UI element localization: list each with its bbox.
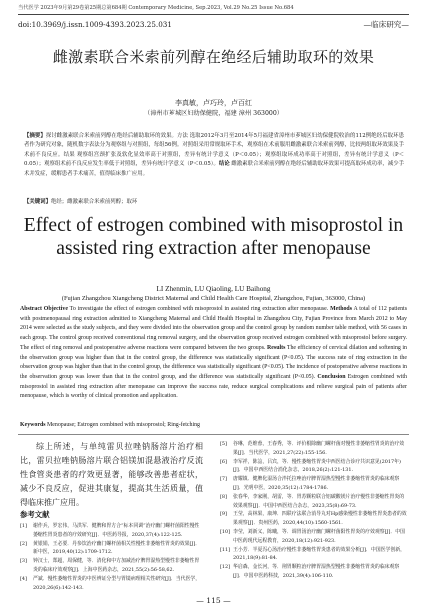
zh-conclusion-label: 结论 [218,161,230,168]
zh-abstract [24,132,404,179]
en-methods: A total of 112 patients with postmenopausal ring extraction admitted to Xiangcheng Maternal and Child Health Hospital in Zhangzhou City, Fujian Province from March 2012 to May 2014 were selected as the study subjects, and they were divided into the observation group and the control group by random number table method, with 56 cases in each group. The control group received conventional ring removal surgery, and the observation group received estrogen combined with misoprostol before surgery. The effect of ring removal and postoperative adverse reactions were compared between the two groups. [20,306,407,351]
running-header: 当代医学 2023年9月第29卷第25期总第684期 Contemporary Medicine, Sep.2023, Vol.29 No.25 Issue No.684 [18,5,294,11]
en-keywords-label: Keywords [20,422,46,428]
en-conclusion: Estrogen combined with misoprostol in assisted ring extraction after menopause can improve the success rate, reduce surgical complications and relieve surgical pain of patients after menopause, which is worthy of clinical promotion and application. [20,373,407,400]
zh-affiliation: （漳州市芗城区妇幼保健院，福建 漳州 363000） [144,110,283,117]
reference-item: [2] 黄银娟，王必要．丹参饮治疗幽门螺杆菌相关性慢性非萎缩性胃炎的效果[J]．新中医，2019,40(12):1709-1712. [20,540,201,556]
section-rule [18,434,409,435]
body-conclusion-paragraph: 综上所述，与单纯雷贝拉唑钠肠溶片治疗相比，雷贝拉唑钠肠溶片联合铝镁加混悬液治疗反流性食管炎患者的疗效更显著，能够改善患者症状，减少不良反应，促进其康复，提高其生活质量，值得临床推广应用。 [20,442,203,507]
zh-keywords [24,198,404,207]
references-heading: 参考文献 [20,510,50,519]
zh-authors: 李真敏，卢巧玲，卢百红 [175,99,252,107]
zh-title: 雌激素联合米索前列醇在绝经后辅助取环的效果 [52,48,375,66]
references-right-column [220,440,409,581]
en-results: The efficiency of cervical dilation and softening in the observation group was higher than that in the control group, the difference was statistically significant (P<0.05). The success rate of ring extraction in the observation group was higher than that in the control group, the difference was statistically significant (P<0.05). The incidence of postoperative adverse reactions in the observation group was lower than that in the control group, and the difference was statistically significant (P<0.05). [20,344,407,380]
en-methods-label: Methods [330,306,352,312]
reference-item: [12] 华启森，金长河，等．荆胃颗粒治疗脾胃湿热型慢性非萎缩性胃炎的临床观察[J]．中国中医药科技，2021,39(4):106-110. [220,564,400,579]
reference-item: [9] 王莹，高林果，康坤．四联疗法联合消导丸对Hp感染慢性非萎缩性胃炎患者的效果观察[J]．贵州医药，2020,44(10):1560-1561. [220,511,407,527]
page-number: — 115 — [196,596,231,605]
zh-keywords-label: 【关键词】 [24,199,51,205]
en-authors: LI Zhenmin, LU Qiaoling, LU Baihong [156,285,271,293]
zh-keywords-text: 绝经；雌激素联合米索前列醇；取环 [50,199,138,205]
reference-item: [1] 谢作兵，罗宏伟，马洪军．健脾和胃方合“标本同调”治疗幽门螺杆菌阳性慢性萎缩性胃炎患者的疗效研究[J]．中医药导报，2020,37(4):122-125. [20,523,200,538]
reference-item: [3] 钟汉士，郑超，周保健，等．清化和中方加减治疗脾胃湿热型慢性非萎缩性胃炎的临床疗效观察[J]．上海中医药杂志，2021,55(2):56-58,62. [20,558,200,573]
reference-item: [11] 王小芳．半夏泻心汤治疗慢性非萎缩性胃炎患者的效果分析[J]．中国医学创新，2021,18(9):81-84. [220,546,406,562]
header-rule [18,14,409,15]
column-label: —临床研究— [363,20,409,29]
en-objective-label: Objective [43,306,68,312]
en-abstract [20,305,407,402]
reference-item: [6] 李军祥，陈誩，吕宾，等．慢性萎缩性胃炎中西医结合诊疗共识意见(2017年)[J]．中国中西医结合消化杂志，2018,26(2):121-131. [220,458,401,474]
reference-item: [8] 张春华，李家刚，胡雷，等．胃苏颗粒联合铝碳酸镁片治疗慢性非萎缩性胃炎的效果观察[J]．中国中西医结合杂志，2023,35(8):69-73. [220,493,405,509]
doi: doi:10.3969/j.issn.1009-4393.2023.25.031 [18,20,172,29]
zh-abstract-label: 【摘要】 [24,133,46,139]
en-results-label: Results [267,344,286,351]
reference-item: [7] 唐耀镇．健脾化湿汤合泮托拉唑治疗脾胃湿热型慢性非萎缩性胃炎的临床观察[J]．光明中医，2020,35(12):1784-1786. [220,476,400,491]
references-left-column [20,522,203,592]
en-conclusion-label: Conclusion [317,373,346,380]
en-affiliation: (Fujian Zhangzhou Xiangcheng District Maternal and Child Health Care Hospital, Zhangzhou, Fujian, 363000, China) [61,295,366,302]
en-title: Effect of estrogen combined with misoprostol in assisted ring extraction after menopause [23,215,404,259]
en-objective: To investigate the effect of estrogen combined with misoprostol in assisted ring extraction after menopause. [69,306,329,312]
en-abstract-label: Abstract [20,306,42,312]
en-keywords-text: Menopause; Estrogen combined with misoprostol; Ring-fetching [47,422,200,428]
reference-item: [5] 谷琳，范维蓉，王春秀，等．评价根除幽门螺杆菌对慢性非萎缩性胃炎的治疗效果[J]．当代医学，2021,27(22):155-156. [220,441,405,456]
reference-item: [10] 李莹，刘新义，陈曦，等．调胃汤治疗幽门螺杆菌阳性胃炎的疗效观察[J]．中国中医药现代远程教育，2020,18(12):921-923. [220,528,406,544]
en-keywords [20,421,407,430]
zh-abstract-text: 探讨雌激素联合米索前列醇在绝经后辅助取环的效果。方法 选取2012年3月至2014年5月福建省漳州市芗城区妇幼保健院收治的112例绝经后取环患者作为研究对象，随机数字表法分为观察组与对照组，每组56例。对照组采用常规取环手术，观察组在术前服用雌激素联合米索前列醇，比较两组取环效果及手术前不良反应。结果 观察组宫颈扩张及软化显效率高于对照组，差异有统计学意义（P＜0.05）；观察组取环成功率高于对照组，差异有统计学意义（P＜0.05）；观察组术前不良反应发生率低于对照组，差异有统计学意义（P＜0.05）。 [24,133,404,168]
zh-conclusion-text: 雌激素联合米索前列醇在绝经后辅助取环效果可提高取环成功率，减少手术并发症，缓解患者手术痛苦，值得临床推广应用。 [24,161,404,177]
reference-item: [4] 严斌．慢性萎缩性胃炎的中医辨证分型与胃镜病理相关性研究[J]．当代医学，2020,26(6):142-143. [20,575,201,591]
